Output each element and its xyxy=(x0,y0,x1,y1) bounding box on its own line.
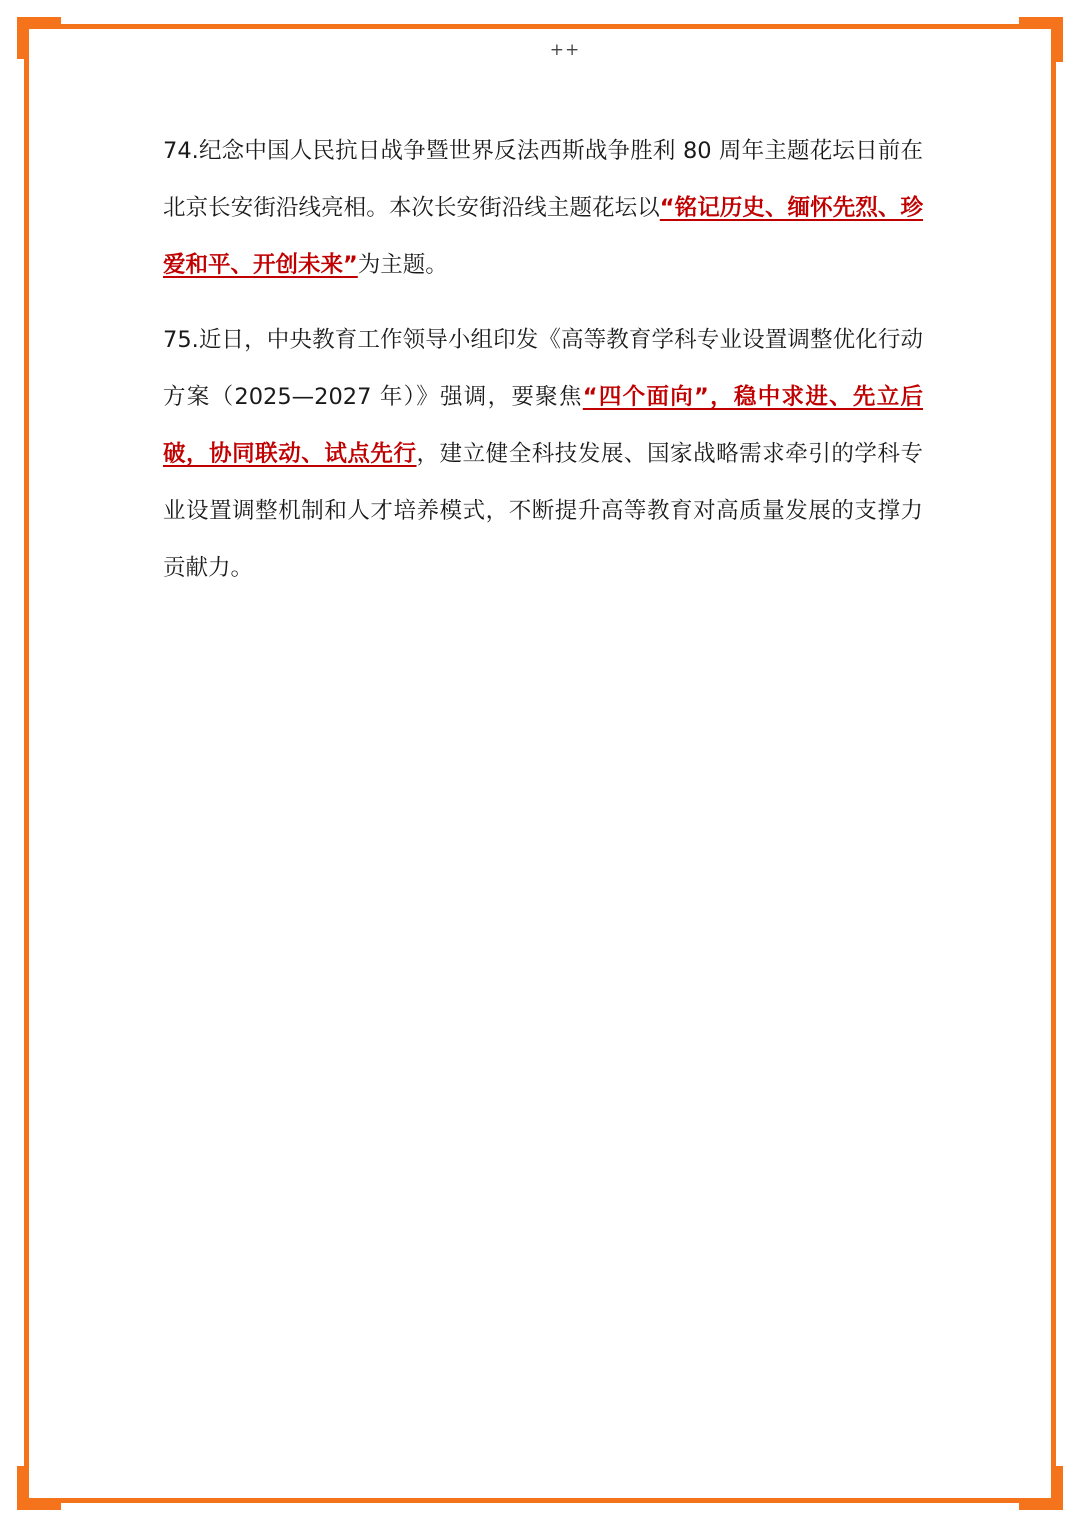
item-highlight: “铭记历史、缅怀先烈、珍爱和平、开创未来” xyxy=(163,195,923,278)
corner-bottom-left xyxy=(17,1466,26,1510)
item-highlight: “四个面向”，稳中求进、先立后破，协同联动、试点先行 xyxy=(163,384,923,467)
item-75 xyxy=(163,312,923,597)
item-text-after: 为主题。 xyxy=(357,252,448,278)
item-74 xyxy=(163,123,923,294)
item-text-after: ，建立健全科技发展、国家战略需求牵引的学科专业设置调整机制和人才培养模式，不断提升高等教育对高质量发展的支撑力贡献力。 xyxy=(163,441,923,581)
item-text-before: 75.近日，中央教育工作领导小组印发《高等教育学科专业设置调整优化行动方案（2025—2027 年）》强调，要聚焦 xyxy=(163,327,923,410)
corner-top-left xyxy=(24,17,61,26)
corner-bottom-right xyxy=(1054,1466,1063,1510)
document-body xyxy=(163,123,923,615)
header-mark: ++ xyxy=(549,40,581,60)
item-text-before: 74.纪念中国人民抗日战争暨世界反法西斯战争胜利 80 周年主题花坛日前在北京长安街沿线亮相。本次长安街沿线主题花坛以 xyxy=(163,138,923,221)
